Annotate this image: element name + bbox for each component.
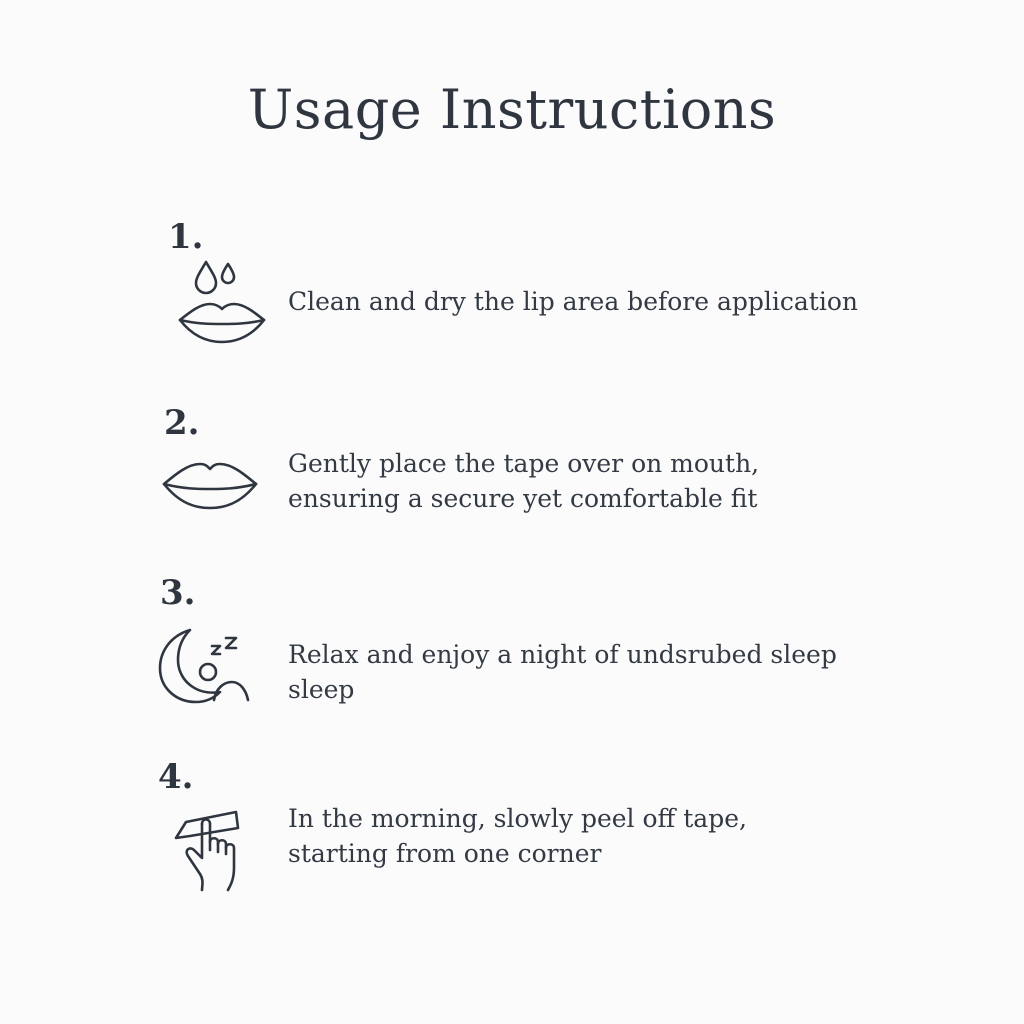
page-title: Usage Instructions	[247, 78, 777, 141]
step-2-line-2: ensuring a secure yet comfortable fit	[288, 484, 758, 513]
moon-sleep-icon	[156, 626, 254, 706]
step-4-text	[288, 801, 747, 871]
step-1-text	[288, 284, 858, 319]
step-4-line-2: starting from one corner	[288, 839, 602, 868]
step-4-number: 4.	[158, 757, 194, 797]
step-4-line-1: In the morning, slowly peel off tape,	[288, 804, 747, 833]
step-2-text	[288, 446, 759, 516]
step-2-number: 2.	[164, 403, 200, 443]
step-3-text	[288, 637, 837, 707]
hand-peel-tape-icon	[172, 806, 252, 896]
lips-icon	[160, 458, 260, 514]
step-3-number: 3.	[160, 573, 196, 613]
step-3-line-1: Relax and enjoy a night of undsrubed sleep	[288, 640, 837, 669]
step-1-line-1: Clean and dry the lip area before application	[288, 287, 858, 316]
lips-with-droplets-icon	[176, 258, 268, 348]
step-1-number: 1.	[168, 217, 204, 257]
step-2-line-1: Gently place the tape over on mouth,	[288, 449, 760, 478]
step-3-line-2: sleep	[288, 675, 355, 704]
